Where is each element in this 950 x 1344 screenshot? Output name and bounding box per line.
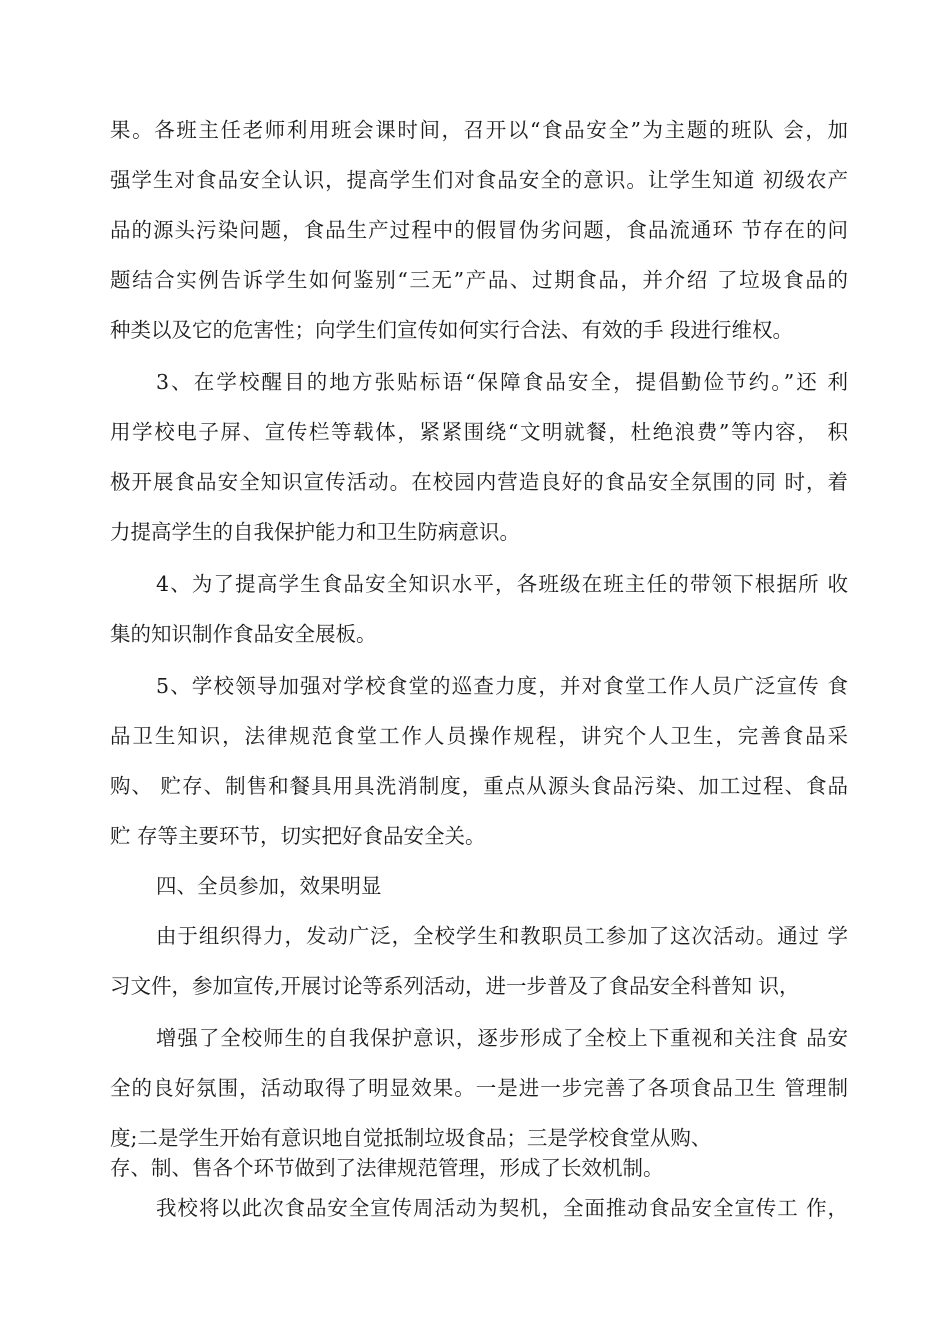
text-line-1: 果。各班主任老师利用班会课时间，召开以“食品安全”为主题的班队 会，加 <box>110 118 848 142</box>
text-line-11: 集的知识制作食品安全展板。 <box>110 622 377 646</box>
text-line-21: 度;二是学生开始有意识地自觉抵制垃圾食品；三是学校食堂从购、 <box>110 1126 712 1150</box>
text-line-9: 力提高学生的自我保护能力和卫生防病意识。 <box>110 520 520 544</box>
text-line-2: 强学生对食品安全认识，提高学生们对食品安全的意识。让学生知道 初级农产 <box>110 168 848 192</box>
text-line-14: 购、 贮存、制售和餐具用具洗消制度，重点从源头食品污染、加工过程、食品 <box>110 774 848 798</box>
text-line-4: 题结合实例告诉学生如何鉴别“三无”产品、过期食品，并介绍 了垃圾食品的 <box>110 268 848 292</box>
text-line-10: 4、为了提高学生食品安全知识水平，各班级在班主任的带领下根据所 收 <box>156 572 848 596</box>
text-line-19: 增强了全校师生的自我保护意识，逐步形成了全校上下重视和关注食 品安 <box>156 1026 848 1050</box>
text-line-7: 用学校电子屏、宣传栏等载体，紧紧围绕“文明就餐，杜绝浪费”等内容， 积 <box>110 420 848 444</box>
text-line-5: 种类以及它的危害性；向学生们宣传如何实行合法、有效的手 段进行维权。 <box>110 318 794 342</box>
text-line-6: 3、在学校醒目的地方张贴标语“保障食品安全，提倡勤俭节约。”还 利 <box>156 370 848 394</box>
text-line-3: 品的源头污染问题，食品生产过程中的假冒伪劣问题，食品流通环 节存在的问 <box>110 218 848 242</box>
text-line-22: 存、制、售各个环节做到了法律规范管理，形成了长效机制。 <box>110 1156 664 1180</box>
text-line-15: 贮 存等主要环节，切实把好食品安全关。 <box>110 824 486 848</box>
text-line-8: 极开展食品安全知识宣传活动。在校园内营造良好的食品安全氛围的同 时，着 <box>110 470 848 494</box>
text-line-13: 品卫生知识，法律规范食堂工作人员操作规程，讲究个人卫生，完善食品采 <box>110 724 848 748</box>
text-line-20: 全的良好氛围，活动取得了明显效果。一是进一步完善了各项食品卫生 管理制 <box>110 1076 848 1100</box>
text-line-23: 我校将以此次食品安全宣传周活动为契机，全面推动食品安全宣传工 作， <box>156 1196 848 1220</box>
text-line-17: 由于组织得力，发动广泛，全校学生和教职员工参加了这次活动。通过 学 <box>156 924 848 948</box>
text-line-12: 5、学校领导加强对学校食堂的巡查力度，并对食堂工作人员广泛宣传 食 <box>156 674 848 698</box>
text-line-18: 习文件，参加宣传,开展讨论等系列活动，进一步普及了食品安全科普知 识， <box>110 974 800 998</box>
section-heading: 四、全员参加，效果明显 <box>156 874 382 898</box>
